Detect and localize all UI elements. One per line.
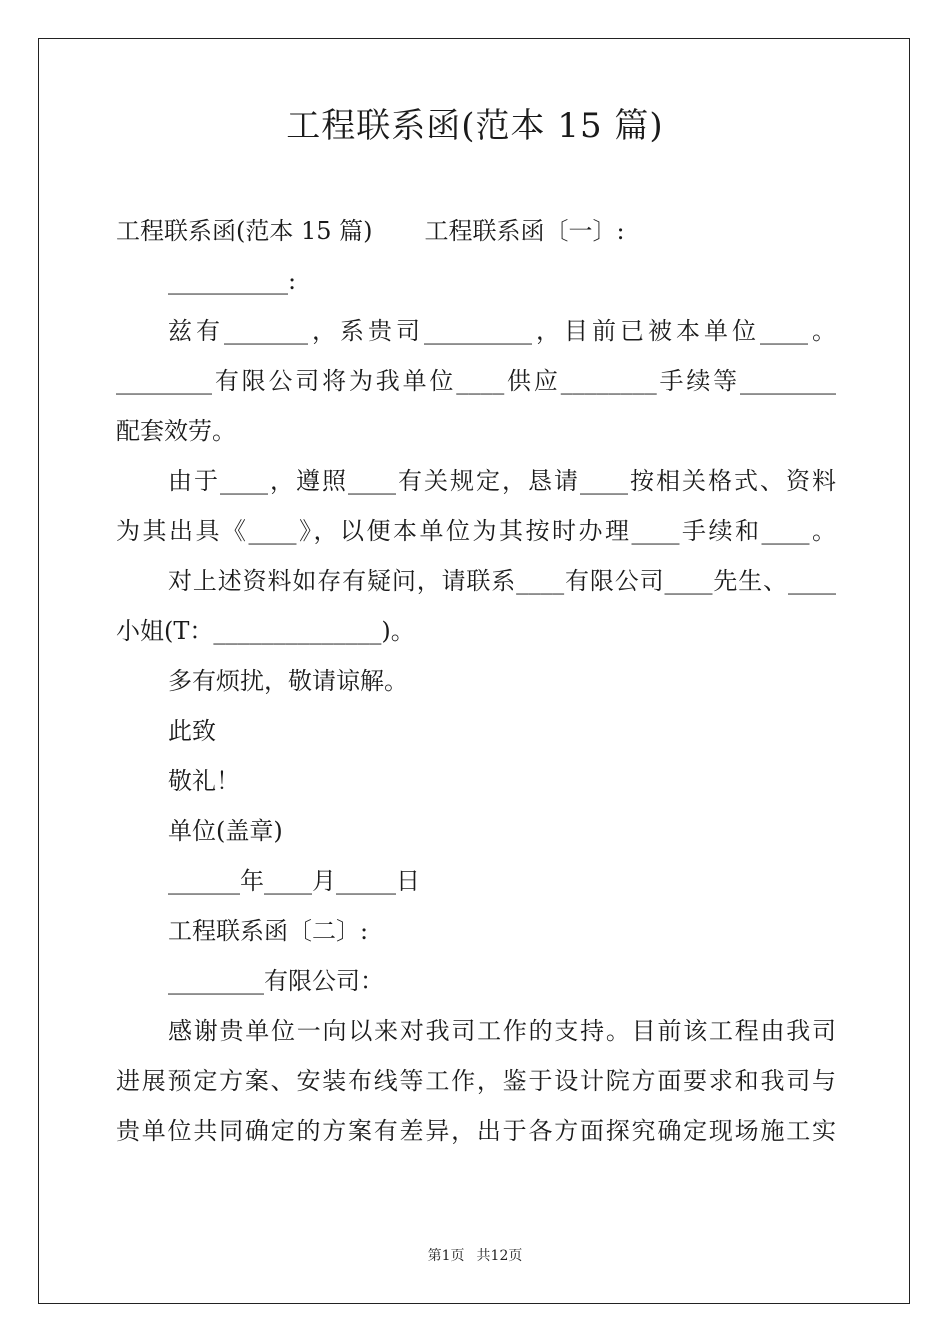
paragraph-line: 由于____，遵照____有关规定，恳请____按相关格式、资料: [168, 467, 836, 495]
intro-line: [116, 206, 836, 256]
page-number: 第1页: [427, 1248, 465, 1264]
intro-section-heading: 工程联系函〔一〕:: [424, 217, 625, 245]
document-title: 工程联系函(范本 15 篇): [286, 106, 664, 146]
paragraph-line: 为其出具《____》，以便本单位为其按时办理____手续和____。: [116, 517, 836, 545]
paragraph-line: 兹有_______，系贵司_________，目前已被本单位____。: [168, 317, 836, 345]
paragraph-line: ________有限公司将为我单位____供应________手续等________: [116, 367, 836, 395]
paragraph-line: 多有烦扰，敬请谅解。: [168, 667, 408, 695]
paragraph-line: 感谢贵单位一向以来对我司工作的支持。目前该工程由我司: [168, 1017, 836, 1045]
page-footer: [0, 1246, 950, 1266]
signature-unit: 单位(盖章): [168, 817, 283, 845]
closing-line: 此致: [168, 717, 216, 745]
closing-line: 敬礼！: [168, 767, 240, 795]
intro-doc-name: 工程联系函(范本 15 篇): [116, 217, 373, 245]
paragraph-line: 配套效劳。: [116, 417, 236, 445]
section-heading: 工程联系函〔二〕:: [168, 917, 369, 945]
paragraph-line: 小姐(T：______________)。: [116, 617, 415, 645]
page-total: 共12页: [476, 1248, 523, 1264]
paragraph-line: 对上述资料如存有疑问，请联系____有限公司____先生、____: [168, 567, 836, 595]
paragraph-line: 进展预定方案、安装布线等工作，鉴于设计院方面要求和我司与: [116, 1067, 836, 1095]
document-body: [116, 206, 836, 1156]
paragraph-line: 贵单位共同确定的方案有差异，出于各方面探究确定现场施工实: [116, 1117, 836, 1145]
signature-date: ______年____月_____日: [168, 867, 420, 895]
salutation-line: __________:: [168, 267, 297, 295]
salutation-line: ________有限公司：: [168, 967, 384, 995]
